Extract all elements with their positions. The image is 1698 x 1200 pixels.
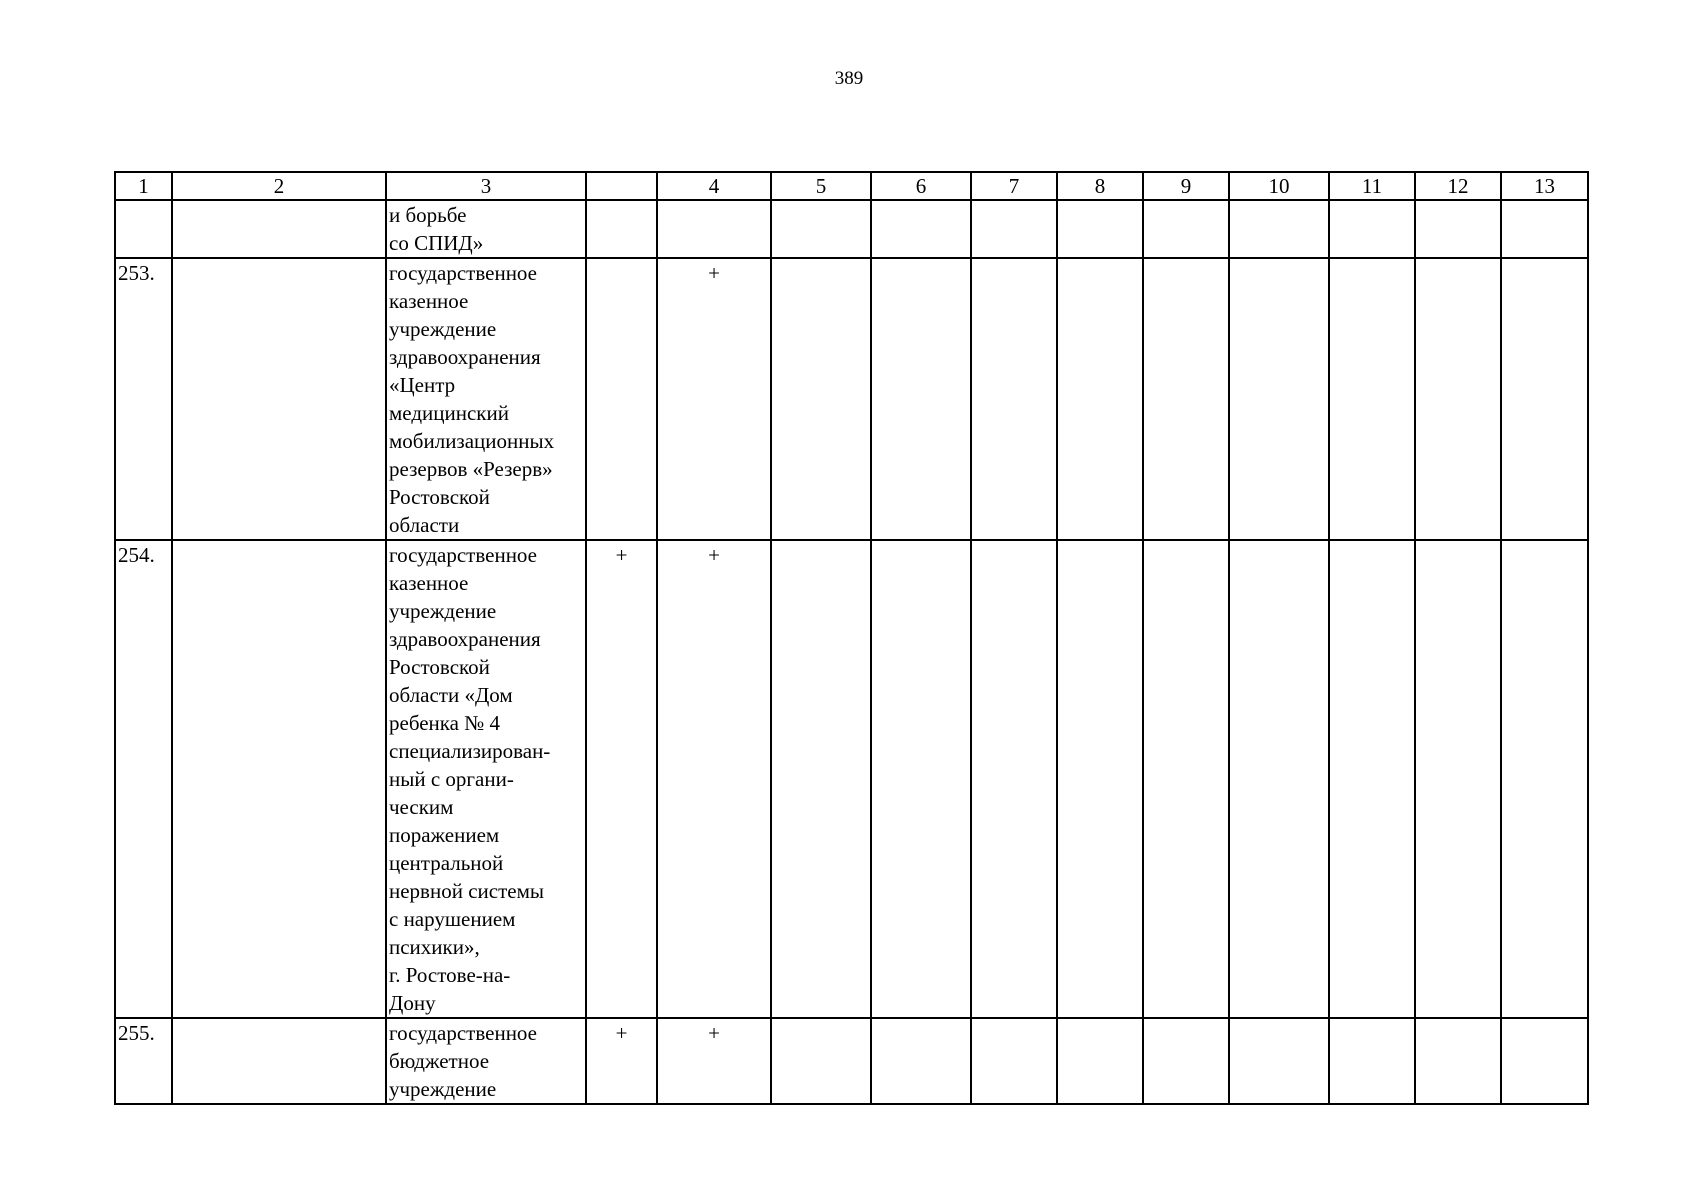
column-header: 8 <box>1057 172 1143 200</box>
table-cell <box>1329 540 1415 1018</box>
row-number: 255. <box>115 1018 172 1104</box>
table-cell <box>1143 258 1229 540</box>
column-header: 9 <box>1143 172 1229 200</box>
table-cell <box>1229 258 1329 540</box>
table-cell <box>1415 1018 1501 1104</box>
table-cell <box>172 200 386 258</box>
table-row <box>115 258 1588 540</box>
column-header: 1 <box>115 172 172 200</box>
column-header: 5 <box>771 172 871 200</box>
table-cell <box>1501 200 1588 258</box>
column-header: 3 <box>386 172 586 200</box>
table-cell <box>971 540 1057 1018</box>
table-cell <box>1229 1018 1329 1104</box>
table-cell <box>1143 540 1229 1018</box>
column-header <box>586 172 657 200</box>
mark-cell: + <box>586 540 657 1018</box>
column-header: 13 <box>1501 172 1588 200</box>
column-header: 4 <box>657 172 771 200</box>
column-header: 11 <box>1329 172 1415 200</box>
table-cell <box>172 540 386 1018</box>
table-cell <box>1057 540 1143 1018</box>
table-row <box>115 540 1588 1018</box>
mark-cell <box>657 200 771 258</box>
table-cell <box>172 258 386 540</box>
table-cell <box>971 1018 1057 1104</box>
column-header: 12 <box>1415 172 1501 200</box>
table-cell <box>1329 258 1415 540</box>
row-number: 254. <box>115 540 172 1018</box>
table-cell <box>971 200 1057 258</box>
table-row <box>115 200 1588 258</box>
table-cell <box>871 258 971 540</box>
column-header: 6 <box>871 172 971 200</box>
table-cell <box>1415 258 1501 540</box>
table-row <box>115 1018 1588 1104</box>
table-cell <box>1229 540 1329 1018</box>
row-number: 253. <box>115 258 172 540</box>
row-number <box>115 200 172 258</box>
table-cell <box>1501 1018 1588 1104</box>
table-cell <box>1415 200 1501 258</box>
table-cell <box>1501 540 1588 1018</box>
table-cell <box>172 1018 386 1104</box>
table-cell <box>1057 258 1143 540</box>
institution-name: государственное казенное учреждение здравоохранения Ростовской области «Дом ребенка № 4 специализирован- ный с органи- ческим поражением центральной нервной системы с нарушением психики», г. Ростове-на- Дону <box>386 540 586 1018</box>
mark-cell <box>586 258 657 540</box>
column-header: 10 <box>1229 172 1329 200</box>
table-cell <box>1143 1018 1229 1104</box>
institution-name: государственное бюджетное учреждение <box>386 1018 586 1104</box>
mark-cell: + <box>586 1018 657 1104</box>
table-cell <box>1501 258 1588 540</box>
table-cell <box>1143 200 1229 258</box>
table-cell <box>871 200 971 258</box>
table-cell <box>1329 200 1415 258</box>
table-cell <box>871 1018 971 1104</box>
table-cell <box>1057 1018 1143 1104</box>
column-header: 2 <box>172 172 386 200</box>
column-header: 7 <box>971 172 1057 200</box>
table-cell <box>1057 200 1143 258</box>
institution-name: государственное казенное учреждение здравоохранения «Центр медицинский мобилизационных резервов «Резерв» Ростовской области <box>386 258 586 540</box>
table-cell <box>771 540 871 1018</box>
page-number: 389 <box>834 68 864 89</box>
data-table <box>114 171 1589 1105</box>
header-row <box>115 172 1588 200</box>
table-cell <box>771 258 871 540</box>
table-cell <box>771 200 871 258</box>
table-cell <box>1329 1018 1415 1104</box>
table-cell <box>1415 540 1501 1018</box>
mark-cell: + <box>657 258 771 540</box>
table-cell <box>771 1018 871 1104</box>
table-cell <box>971 258 1057 540</box>
institution-name: и борьбе со СПИД» <box>386 200 586 258</box>
mark-cell <box>586 200 657 258</box>
mark-cell: + <box>657 1018 771 1104</box>
mark-cell: + <box>657 540 771 1018</box>
table-cell <box>1229 200 1329 258</box>
table-cell <box>871 540 971 1018</box>
